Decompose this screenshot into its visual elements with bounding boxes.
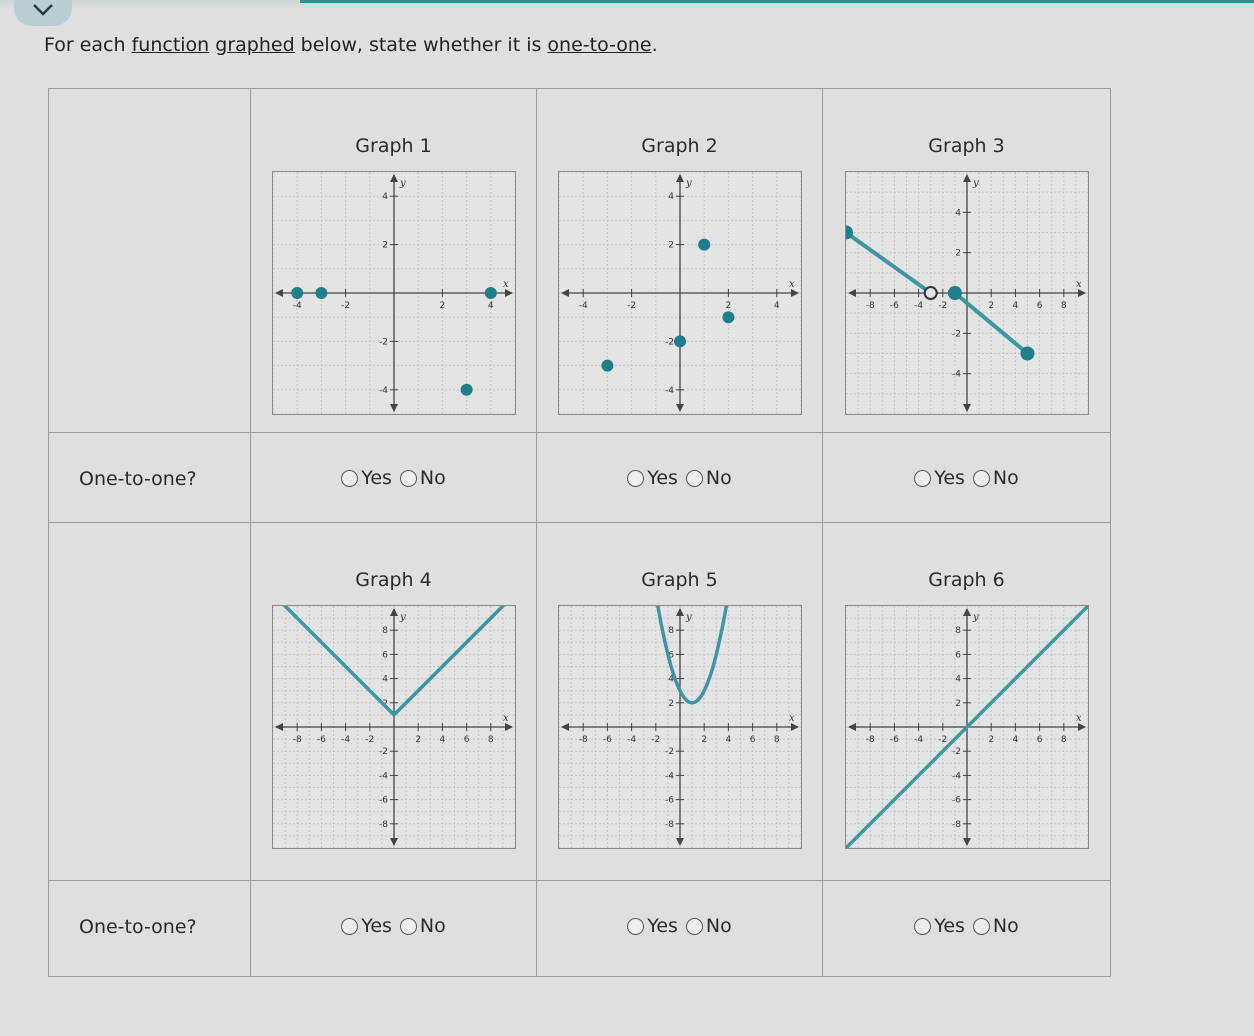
graph-5-no-radio[interactable] — [686, 915, 732, 937]
graph-1-chart — [273, 172, 515, 414]
graph-4-no-radio[interactable] — [400, 915, 446, 937]
y-tick-label: 4 — [381, 192, 388, 203]
one-to-one-label: One-to-one? — [79, 916, 197, 938]
x-axis-label: x — [1075, 713, 1082, 724]
y-tick-label: -2 — [951, 747, 961, 758]
x-axis-arrow-icon — [505, 289, 513, 297]
y-tick-label: 2 — [954, 698, 961, 709]
y-tick-label: -2 — [664, 747, 674, 758]
radio-circle-icon — [627, 918, 644, 935]
x-axis-label: x — [1075, 279, 1082, 290]
y-axis-arrow-icon — [390, 608, 398, 616]
answer-group-6 — [823, 881, 1110, 940]
y-tick-label: -2 — [378, 747, 388, 758]
y-tick-label: 4 — [954, 674, 961, 685]
graph-5-box — [558, 605, 802, 849]
graph-3-box — [845, 171, 1089, 415]
x-tick-label: -4 — [913, 735, 923, 745]
y-tick-label: -2 — [378, 337, 388, 348]
x-axis-label: x — [502, 713, 509, 724]
x-axis-arrow-icon — [848, 289, 856, 297]
x-axis-arrow-icon — [561, 723, 569, 731]
yes-label: Yes — [647, 915, 678, 937]
y-tick-label: -4 — [951, 369, 961, 380]
graph-title: Graph 1 — [355, 135, 432, 157]
radio-circle-icon — [341, 470, 358, 487]
row-label-cell — [49, 881, 251, 977]
graph-cell — [823, 89, 1111, 433]
graph-5-yes-radio[interactable] — [627, 915, 678, 937]
x-tick-label: -2 — [937, 301, 947, 311]
y-axis-label: y — [972, 612, 979, 623]
graph-4-box — [272, 605, 516, 849]
x-tick-label: 6 — [1036, 301, 1042, 311]
graph-title: Graph 5 — [641, 569, 718, 591]
x-tick-label: 6 — [463, 735, 469, 745]
y-tick-label: -4 — [951, 771, 961, 782]
x-tick-label: -2 — [340, 301, 350, 311]
x-tick-label: 4 — [439, 735, 445, 745]
graph-6-box — [845, 605, 1089, 849]
y-axis-arrow-icon — [676, 838, 684, 846]
y-tick-label: 4 — [667, 674, 674, 685]
graph-title: Graph 3 — [928, 135, 1005, 157]
x-axis-arrow-icon — [848, 723, 856, 731]
prompt-text: below, state whether it is — [294, 34, 548, 56]
chevron-down-icon — [32, 2, 54, 18]
radio-circle-icon — [627, 470, 644, 487]
x-tick-label: 6 — [1036, 735, 1042, 745]
x-tick-label: -4 — [340, 735, 350, 745]
y-tick-label: -4 — [664, 771, 674, 782]
x-tick-label: -6 — [316, 735, 326, 745]
radio-circle-icon — [973, 918, 990, 935]
answer-cell — [251, 433, 537, 523]
y-axis-arrow-icon — [963, 174, 971, 182]
yes-label: Yes — [361, 915, 392, 937]
y-tick-label: 2 — [667, 698, 674, 709]
answer-group-4 — [251, 881, 536, 940]
y-tick-label: -8 — [378, 819, 388, 830]
x-tick-label: -8 — [578, 735, 588, 745]
x-axis-arrow-icon — [1078, 289, 1086, 297]
x-tick-label: 8 — [1060, 301, 1067, 311]
y-axis-label: y — [685, 612, 692, 623]
x-axis-label: x — [788, 279, 795, 290]
function-link[interactable]: function — [131, 34, 210, 56]
y-tick-label: 8 — [954, 626, 961, 637]
graph-3-chart — [846, 172, 1088, 414]
question-prompt — [44, 34, 658, 56]
graph-2-chart — [559, 172, 801, 414]
yes-label: Yes — [934, 915, 965, 937]
graph-cell — [251, 523, 537, 881]
x-axis-arrow-icon — [791, 289, 799, 297]
prompt-text: For each — [44, 34, 132, 56]
graph-1-no-radio[interactable] — [400, 467, 446, 489]
x-tick-label: -2 — [364, 735, 374, 745]
y-tick-label: -4 — [378, 771, 388, 782]
y-tick-label: 4 — [381, 674, 388, 685]
y-axis-arrow-icon — [390, 838, 398, 846]
graph-1-box — [272, 171, 516, 415]
answer-group-5 — [537, 881, 822, 940]
y-axis-arrow-icon — [963, 838, 971, 846]
y-tick-label: -2 — [664, 337, 674, 348]
closed-endpoint — [947, 286, 961, 300]
empty-header-cell — [49, 89, 251, 433]
y-tick-label: -6 — [378, 795, 388, 806]
y-tick-label: 2 — [381, 240, 388, 251]
graph-segment — [846, 233, 931, 294]
answer-cell — [537, 881, 823, 977]
x-tick-label: 2 — [987, 301, 994, 311]
graph-title: Graph 4 — [355, 569, 432, 591]
x-axis-arrow-icon — [561, 289, 569, 297]
y-axis-arrow-icon — [963, 404, 971, 412]
graph-2-box — [558, 171, 802, 415]
y-axis-arrow-icon — [676, 608, 684, 616]
y-tick-label: -4 — [664, 385, 674, 396]
no-label: No — [419, 467, 446, 489]
x-tick-label: -2 — [650, 735, 660, 745]
x-tick-label: 2 — [439, 301, 445, 311]
y-tick-label: 2 — [667, 240, 674, 251]
y-axis-arrow-icon — [676, 404, 684, 412]
y-axis-arrow-icon — [676, 174, 684, 182]
answer-cell — [251, 881, 537, 977]
no-label: No — [419, 915, 446, 937]
x-tick-label: -8 — [292, 735, 302, 745]
y-tick-label: -2 — [951, 329, 961, 340]
x-tick-label: -2 — [626, 301, 636, 311]
y-tick-label: -8 — [951, 819, 961, 830]
x-axis-arrow-icon — [275, 723, 283, 731]
x-tick-label: -6 — [889, 735, 899, 745]
x-axis-arrow-icon — [791, 723, 799, 731]
x-tick-label: 4 — [773, 301, 780, 311]
y-tick-label: -6 — [951, 795, 961, 806]
y-axis-label: y — [399, 178, 406, 189]
x-tick-label: -2 — [937, 735, 947, 745]
x-axis-arrow-icon — [505, 723, 513, 731]
x-axis-arrow-icon — [1078, 723, 1086, 731]
top-accent-line — [300, 0, 1254, 3]
x-tick-label: 2 — [700, 735, 707, 745]
y-tick-label: -8 — [664, 819, 674, 830]
yes-label: Yes — [647, 467, 678, 489]
answer-cell — [823, 433, 1111, 523]
data-point — [484, 287, 496, 299]
graph-cell — [823, 523, 1111, 881]
x-axis-arrow-icon — [275, 289, 283, 297]
data-point — [722, 311, 734, 323]
x-tick-label: -4 — [913, 301, 923, 311]
graphs-table — [48, 88, 1111, 977]
x-tick-label: 8 — [487, 735, 494, 745]
yes-label: Yes — [361, 467, 392, 489]
y-tick-label: 6 — [381, 650, 388, 661]
y-axis-arrow-icon — [390, 174, 398, 182]
y-axis-label: y — [685, 178, 692, 189]
x-tick-label: -4 — [578, 301, 588, 311]
x-tick-label: -8 — [865, 735, 875, 745]
graph-5-chart — [559, 606, 801, 848]
data-point — [601, 360, 613, 372]
graph-cell — [537, 89, 823, 433]
open-endpoint — [924, 287, 936, 299]
graph-cell — [537, 523, 823, 881]
x-axis-label: x — [502, 279, 509, 290]
y-tick-label: -4 — [378, 385, 388, 396]
x-tick-label: 4 — [1012, 735, 1018, 745]
y-tick-label: 6 — [667, 650, 674, 661]
graph-6-yes-radio[interactable] — [914, 915, 965, 937]
radio-circle-icon — [341, 918, 358, 935]
x-tick-label: 4 — [487, 301, 494, 311]
y-tick-label: 6 — [954, 650, 961, 661]
y-tick-label: 8 — [667, 626, 674, 637]
y-axis-label: y — [399, 612, 406, 623]
y-tick-label: -6 — [664, 795, 674, 806]
radio-circle-icon — [914, 918, 931, 935]
radio-circle-icon — [400, 470, 417, 487]
x-tick-label: -8 — [865, 301, 875, 311]
radio-circle-icon — [686, 470, 703, 487]
x-axis-label: x — [788, 713, 795, 724]
empty-header-cell — [49, 523, 251, 881]
radio-circle-icon — [400, 918, 417, 935]
x-tick-label: 8 — [1060, 735, 1067, 745]
graph-6-chart — [846, 606, 1088, 848]
answer-group-3 — [823, 433, 1110, 492]
x-tick-label: 2 — [414, 735, 421, 745]
yes-label: Yes — [934, 467, 965, 489]
y-tick-label: 2 — [954, 248, 961, 259]
graph-cell — [251, 89, 537, 433]
graph-2-yes-radio[interactable] — [627, 467, 678, 489]
closed-endpoint — [1020, 347, 1034, 361]
graph-title: Graph 2 — [641, 135, 718, 157]
answer-cell — [537, 433, 823, 523]
prompt-text: . — [651, 34, 658, 56]
radio-circle-icon — [686, 918, 703, 935]
radio-circle-icon — [914, 470, 931, 487]
x-tick-label: -4 — [626, 735, 636, 745]
no-label: No — [705, 467, 732, 489]
y-tick-label: 8 — [381, 626, 388, 637]
data-point — [674, 335, 686, 347]
answer-group-1 — [251, 433, 536, 492]
radio-circle-icon — [973, 470, 990, 487]
x-tick-label: -6 — [889, 301, 899, 311]
x-tick-label: 6 — [749, 735, 755, 745]
answer-group-2 — [537, 433, 822, 492]
x-tick-label: -4 — [292, 301, 302, 311]
graph-title: Graph 6 — [928, 569, 1005, 591]
graph-1-yes-radio[interactable] — [341, 467, 392, 489]
y-axis-label: y — [972, 178, 979, 189]
top-bar — [0, 0, 1254, 8]
no-label: No — [992, 467, 1019, 489]
graph-6-no-radio[interactable] — [973, 915, 1019, 937]
x-tick-label: 2 — [987, 735, 994, 745]
x-tick-label: 2 — [725, 301, 731, 311]
y-axis-arrow-icon — [390, 404, 398, 412]
one-to-one-label: One-to-one? — [79, 468, 197, 490]
x-tick-label: 4 — [725, 735, 731, 745]
x-tick-label: 4 — [1012, 301, 1018, 311]
graphed-link[interactable]: graphed — [215, 34, 295, 56]
graph-4-chart — [273, 606, 515, 848]
answer-cell — [823, 881, 1111, 977]
y-tick-label: 4 — [667, 192, 674, 203]
y-axis-arrow-icon — [963, 608, 971, 616]
graph-4-yes-radio[interactable] — [341, 915, 392, 937]
no-label: No — [992, 915, 1019, 937]
graph-2-no-radio[interactable] — [686, 467, 732, 489]
x-tick-label: 8 — [773, 735, 780, 745]
data-point — [291, 287, 303, 299]
y-tick-label: 4 — [954, 208, 961, 219]
data-point — [698, 239, 710, 251]
graph-3-yes-radio[interactable] — [914, 467, 965, 489]
graph-3-no-radio[interactable] — [973, 467, 1019, 489]
y-tick-label: 2 — [381, 698, 388, 709]
data-point — [315, 287, 327, 299]
no-label: No — [705, 915, 732, 937]
data-point — [460, 384, 472, 396]
x-tick-label: -6 — [602, 735, 612, 745]
one-to-one-link[interactable]: one-to-one — [547, 34, 652, 56]
row-label-cell — [49, 433, 251, 523]
collapse-button[interactable] — [14, 0, 72, 26]
